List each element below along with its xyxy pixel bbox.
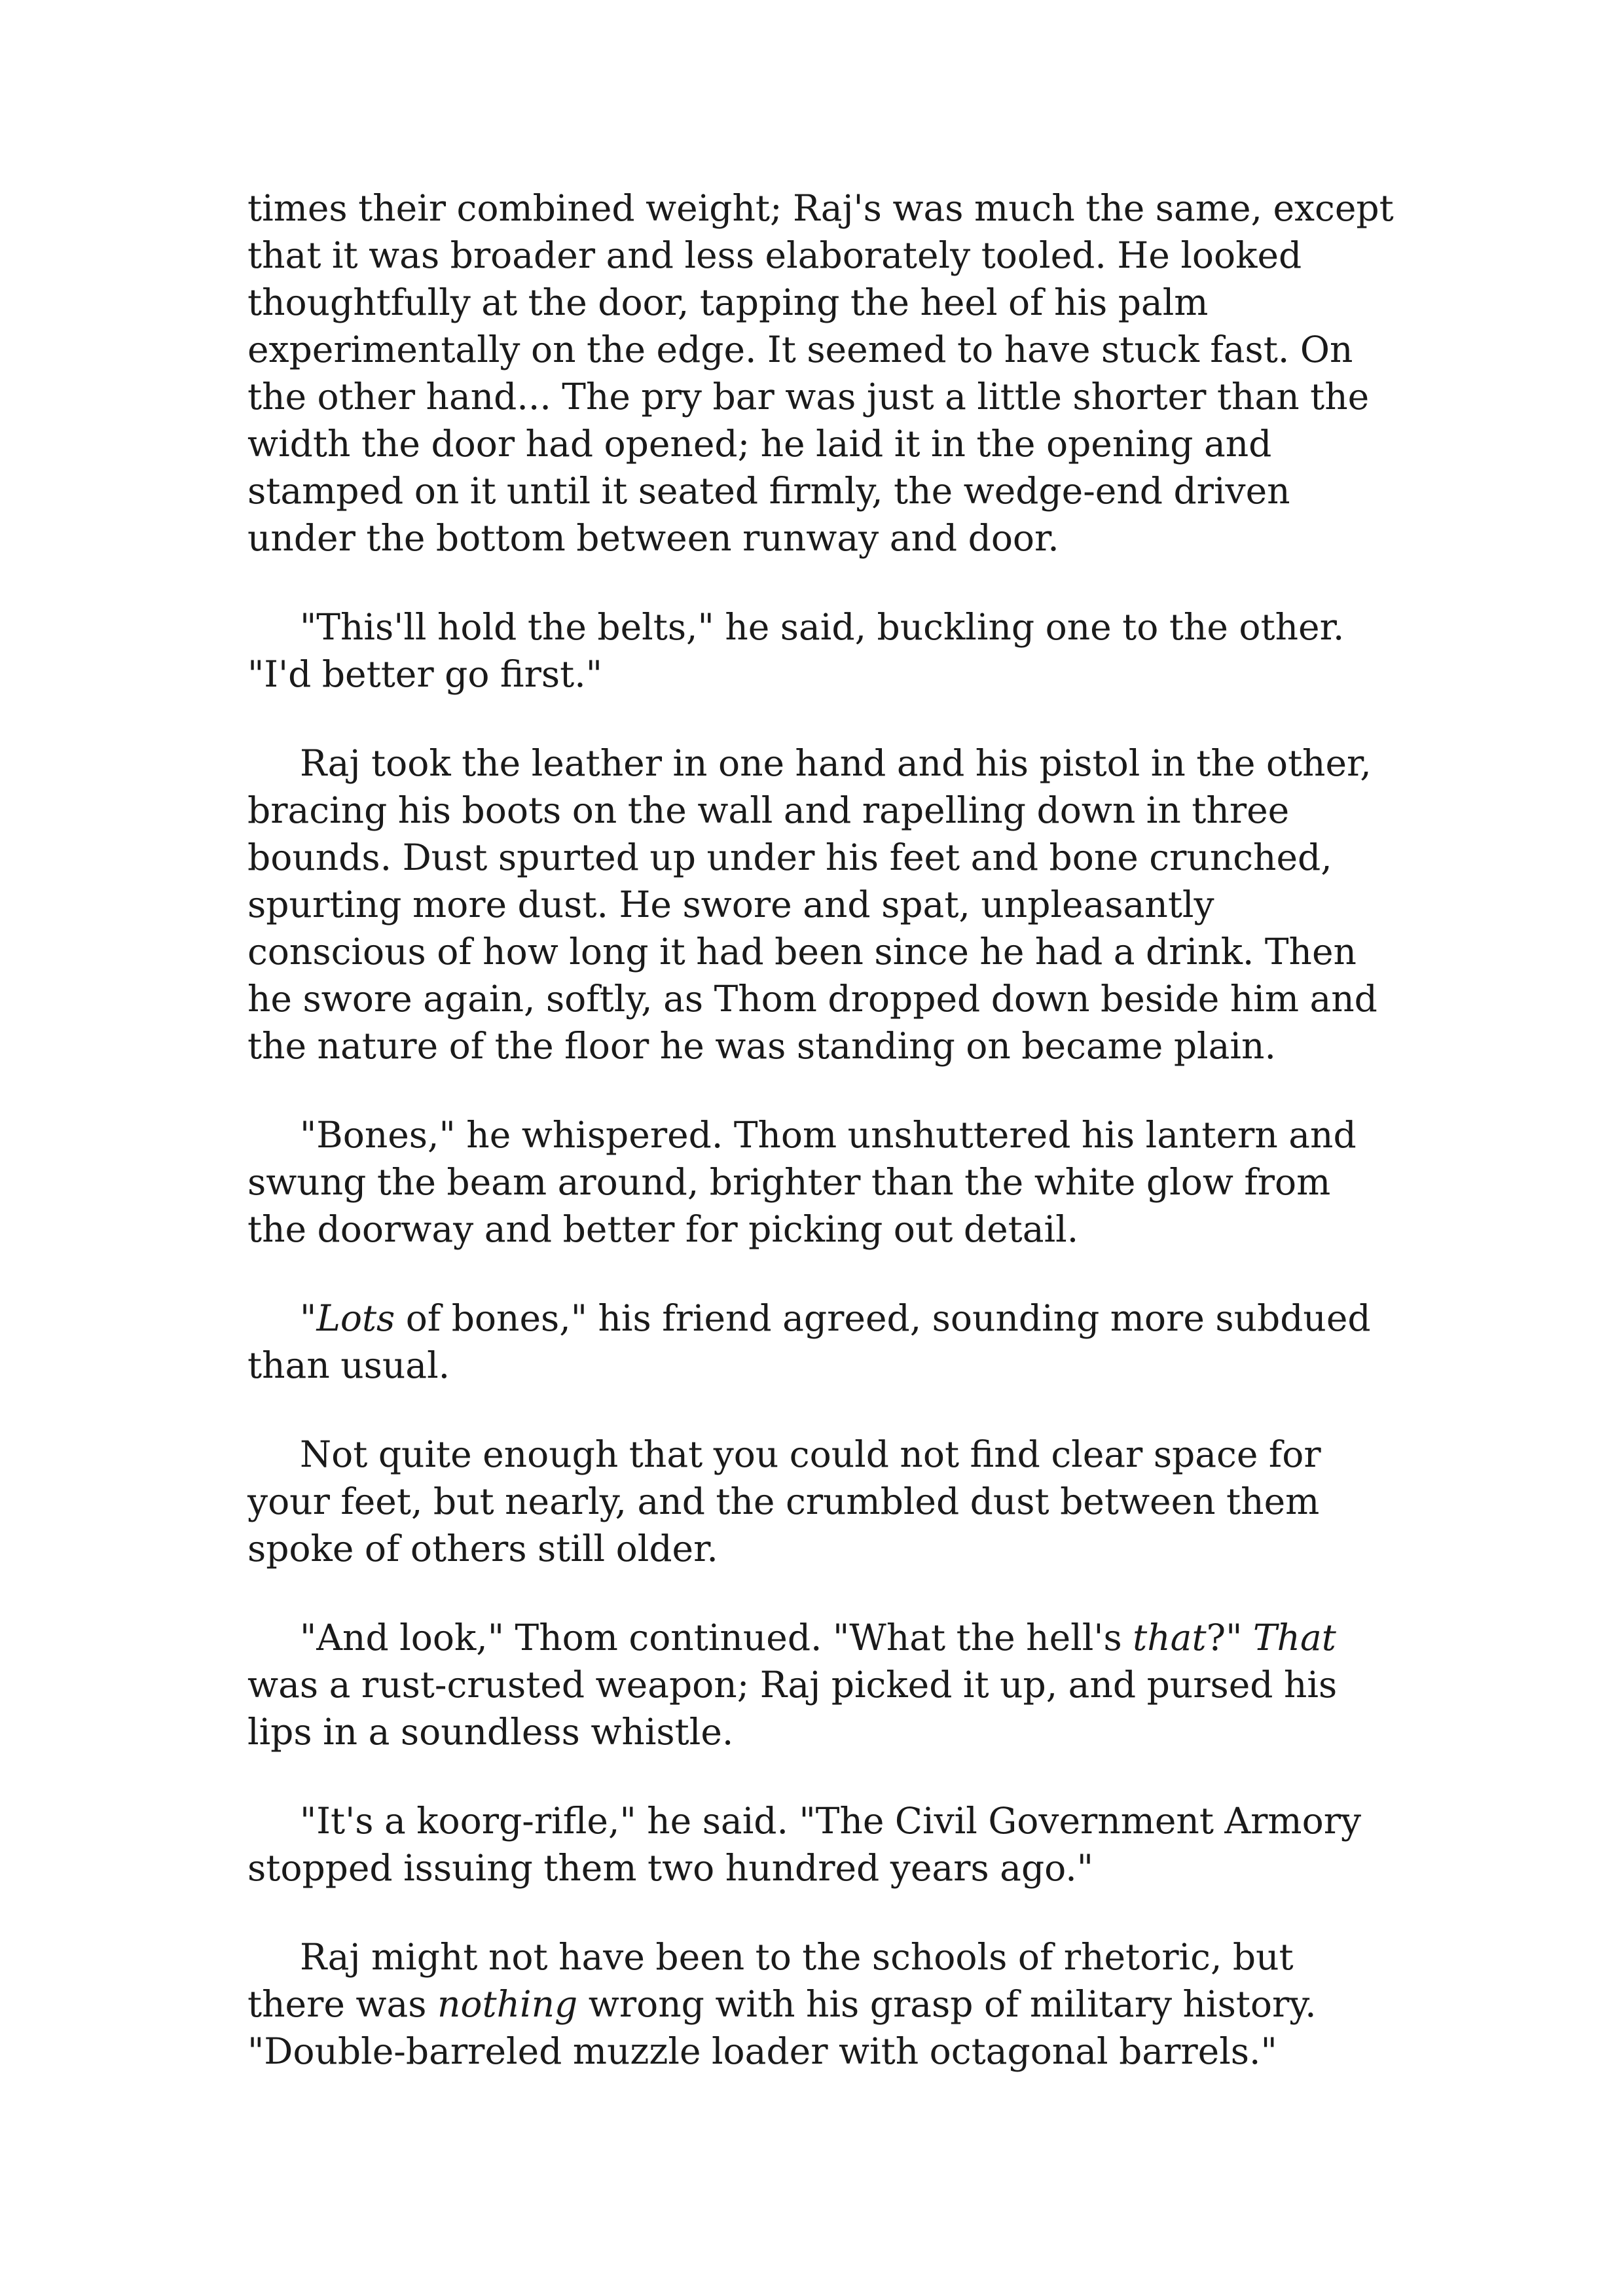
paragraph-text: " [300,1297,317,1339]
italic-emphasis: Lots [316,1297,395,1339]
paragraph-6 [247,1431,1400,1572]
paragraph-text: Raj might not have been to the schools of rhetoric, but there was [247,1936,1294,2025]
italic-emphasis: nothing [437,1983,578,2025]
paragraph-5 [247,1295,1400,1389]
paragraph-text: times their combined weight; Raj's was much the same, except that it was broader and less elaborately tooled. He looked thoughtfully at the door, tapping the heel of his palm experimentally on the edge. It seemed to have stuck fast. On the other hand... The pry bar was just a little shorter than the width the door had opened; he laid it in the opening and stamped on it until it seated firmly, the wedge-end driven under the bottom between runway and door. [247,187,1394,559]
paragraph-9 [247,1933,1400,2075]
paragraph-text: "And look," Thom continued. "What the hell's [300,1617,1133,1659]
paragraph-1 [247,185,1400,562]
document-page [247,185,1400,2075]
paragraph-text: of bones," his friend agreed, sounding more subdued than usual. [247,1297,1371,1386]
paragraph-2 [247,603,1400,698]
paragraph-7 [247,1614,1400,1755]
italic-emphasis: That [1252,1617,1336,1659]
paragraph-text: "This'll hold the belts," he said, buckling one to the other. "I'd better go first." [247,606,1345,695]
paragraph-3 [247,740,1400,1069]
paragraph-text: was a rust-crusted weapon; Raj picked it up, and pursed his lips in a soundless whistle. [247,1664,1338,1753]
paragraph-text: Not quite enough that you could not find clear space for your feet, but nearly, and the crumbled dust between them spoke of others still older. [247,1433,1321,1570]
italic-emphasis: that [1133,1617,1207,1659]
paragraph-text: "Bones," he whispered. Thom unshuttered his lantern and swung the beam around, brighter than the white glow from the doorway and better for picking out detail. [247,1114,1357,1250]
paragraph-8 [247,1797,1400,1892]
paragraph-text: wrong with his grasp of military history. "Double-barreled muzzle loader with octagonal barrels." [247,1983,1317,2072]
paragraph-text: "It's a koorg-rifle," he said. "The Civil Government Armory stopped issuing them two hundred years ago." [247,1800,1362,1889]
paragraph-4 [247,1111,1400,1253]
paragraph-text: Raj took the leather in one hand and his pistol in the other, bracing his boots on the wall and rapelling down in three bounds. Dust spurted up under his feet and bone crunched, spurting more dust. He swore and spat, unpleasantly conscious of how long it had been since he had a drink. Then he swore again, softly, as Thom dropped down beside him and the nature of the floor he was standing on became plain. [247,742,1377,1067]
paragraph-text: ?" [1206,1617,1253,1659]
